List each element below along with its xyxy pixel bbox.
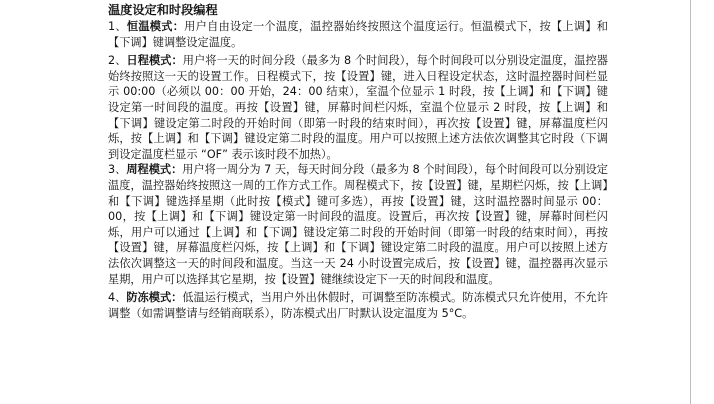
section-label: 周程模式： (126, 163, 183, 177)
section-label: 防冻模式： (126, 291, 183, 305)
section-constant-mode (108, 19, 608, 50)
section-text: 用户自由设定一个温度，温控器始终按照这个温度运行。恒温模式下，按【上调】和【下调】键调整设定温度。 (108, 20, 608, 49)
document-title: 温度设定和时段编程 (108, 3, 218, 17)
section-number: 1、 (108, 20, 127, 33)
section-number: 4、 (108, 291, 127, 305)
section-number: 3、 (108, 163, 127, 177)
section-text: 低温运行模式，当用户外出休假时，可调整至防冻模式。防冻模式只允许使用，不允许调整（如需调整请与经销商联系），防冻模式出厂时默认设定温度为 5°C。 (108, 291, 608, 320)
section-daily-mode (108, 53, 608, 162)
section-text: 用户将一天的时间分段（最多为 8 个时间段），每个时间段可以分别设定温度，温控器始终按照这一天的设置工作。日程模式下，按【设置】键，进入日程设定状态，这时温控器时间栏显示 00:00（必须以 00：00 开始，24：00 结束），室温个位显示 1 时段，按【上调】和【下调】键设定第一时间段的温度。再按【设置】键，屏幕时间栏闪烁，室温个位显示 2 时段，按【上调】和【下调】键设定第二时段的开始时间（即第一时段的结束时间），再次按【设置】键，屏幕温度栏闪烁，按【上调】和【下调】键设定第二时段的温度。用户可以按照上述方法依次调整其它时段（下调到设定温度栏显示 “OF” 表示该时段不加热）。 (108, 54, 608, 161)
section-antifreeze-mode (108, 290, 608, 321)
document-body (108, 2, 608, 321)
section-weekly-mode (108, 162, 608, 287)
section-number: 2、 (108, 54, 127, 68)
section-label: 恒温模式： (126, 20, 185, 33)
page-edge-divider (690, 0, 691, 404)
section-text: 用户将一周分为 7 天，每天时间分段（最多为 8 个时间段），每个时间段可以分别设定温度，温控器始终按照这一周的工作方式工作。周程模式下，按【设置】键，星期栏闪烁，按【上调】和【下调】键选择星期（此时按【模式】键可多选），再按【设置】键，这时温控器时间显示 00：00，按【上调】和【下调】键设定第一时间段的温度。设置后，再次按【设置】键，屏幕时间栏闪烁，用户可以通过【上调】和【下调】键设定第二时段的开始时间（即第一时段的结束时间），再按【设置】键，屏幕温度栏闪烁，按【上调】和【下调】键设定第二时段的温度。用户可以按照上述方法依次调整这一天的时间段和温度。当这一天 24 小时设置完成后，按【设置】键，温控器再次显示星期，用户可以选择其它星期，按【设置】键继续设定下一天的时间段和温度。 (108, 163, 608, 286)
section-label: 日程模式： (126, 54, 183, 68)
